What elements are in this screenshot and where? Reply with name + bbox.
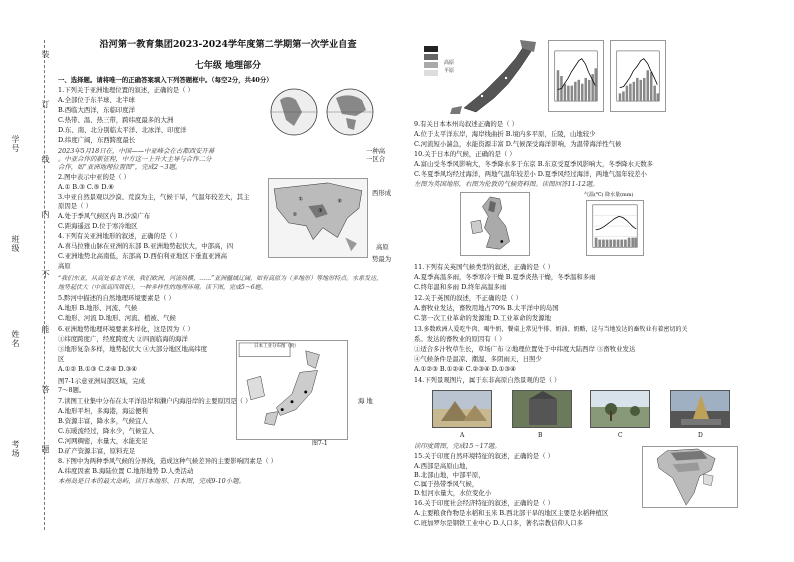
- q12-options-2: C.第一次工业革命的发源地 D.工业革命的发源地: [414, 314, 552, 322]
- india-map: [642, 446, 738, 508]
- photo-a-pyramids: [432, 390, 492, 428]
- q10-options-2: C.冬夏季风均经过海洋，两地气温年较差小 D.夏季风经过海洋，两地气温年较差小: [414, 170, 647, 178]
- question-3: 3.中亚自然景观以沙漠、荒漠为主，气候干旱，气温年较差大，其主: [58, 193, 250, 201]
- question-9: 9.有关日本本州岛叙述正确的是（ ）: [414, 120, 518, 128]
- q6-options-1: ①纬度跨度广，经度跨度大 ②四面临海的海洋: [58, 335, 188, 343]
- exam-title: 沿河第一教育集团2023-2024学年度第二学期第一次学业自查: [99, 39, 357, 50]
- q11-options-1: A.夏季高温多雨，冬季寒冷干燥 B.夏季炎热干燥，冬季温和多雨: [414, 273, 596, 281]
- q15-option-d: D.恒河水量大，水位变化小: [414, 489, 492, 497]
- q4-options-3: 高原: [58, 262, 71, 270]
- q9-options-2: C.河流短小湍急，水能资源丰富 D.气候深受海洋影响，为温带海洋性气候: [414, 140, 622, 148]
- photo-b-temple: [512, 390, 572, 428]
- question-13-cont: 系。发达的畜牧业的原因有（ ）: [414, 335, 506, 343]
- side-label-sea: 海 地: [358, 397, 373, 405]
- q1-option-b: B.西临大西洋，东临印度洋: [58, 106, 136, 114]
- field-class: 班级: [11, 235, 20, 253]
- side-note-2: 一区合: [366, 155, 386, 163]
- question-16: 16.关于印度社会经济特征的叙述，正确的是（ ）: [414, 499, 555, 507]
- q2-options: A.① B.③ C.⑤ D.⑥: [58, 183, 115, 191]
- q12-options-1: A.畜牧业发达，畜牧用地占70% B.太平洋中的岛国: [414, 304, 559, 312]
- margin-char-1: 装: [41, 50, 50, 59]
- q11-intro: 左图为英国地形，右图为伦敦的气候资料图。读图回答11-12题。: [414, 180, 599, 188]
- legend-plateau: 高原: [444, 60, 455, 66]
- question-4: 4.下列有关亚洲地形的叙述，正确的是（ ）: [58, 232, 182, 240]
- q5-intro-b: 地势起伏大（中部高四周低），一种多样性的地理环境。读下图，完成5～6题。: [58, 284, 267, 291]
- question-15: 15.关于印度自然环境特征的叙述，正确的是（ ）: [414, 452, 555, 460]
- q5-intro-a: “我们东亚，从高处看北半球，我们欧洲，河流纵横，……”亚洲疆域辽阔，如有高原为（多地形）等地形特点。水系发达，: [58, 275, 383, 282]
- photo-c-savanna: [590, 390, 650, 428]
- q1-option-c: C.热带、温、热三带，跨纬度最多的大洲: [58, 116, 174, 124]
- q7-option-c: C.东暖流经过，降水少，气候宜人: [58, 427, 155, 435]
- japan-industry-map: [236, 340, 348, 440]
- margin-char-5: 不: [41, 270, 50, 279]
- q7-option-a: A.地形平坦，多海港，海运便利: [58, 407, 148, 415]
- photo-label-b: B: [538, 432, 543, 439]
- margin-char-7: 答: [41, 385, 50, 394]
- uk-terrain-map: [460, 192, 530, 256]
- q3-options-1: A.处于季风气候区内 B.沙漠广布: [58, 212, 151, 220]
- question-1: 1.下列关于亚洲地理位置的叙述，正确的是（ ）: [58, 86, 194, 94]
- svg-text:⑤: ⑤: [292, 212, 298, 219]
- q7-option-b: B.资源丰富，降水多，气候宜人: [58, 417, 148, 425]
- margin-char-8: 题: [41, 445, 50, 454]
- q13-statements-1: ①适合多汁牧草生长，草场广布 ②地理位置处于中纬度大陆西岸 ③畜牧业发达: [414, 345, 636, 353]
- london-chart-axis-title: 气温(℃) 降水量(mm): [584, 192, 634, 198]
- margin-char-4: 内: [41, 210, 50, 219]
- asia-map: [268, 178, 368, 258]
- photo-d-pagoda: [670, 390, 730, 428]
- q7-intro: 图7-1示意亚洲局部区域，完成: [58, 377, 145, 385]
- question-5: 5.黔河中描述的自然地理环境要素是（ ）: [58, 294, 175, 302]
- photo-label-a: A: [460, 432, 465, 439]
- question-14: 14.下列景观图片，属于东非高原自然景观的是（ ）: [414, 376, 561, 384]
- q1-option-a: A.全部位于东半球、北半球: [58, 96, 135, 104]
- legend-plain: 平原: [444, 68, 455, 74]
- svg-text:⑥: ⑥: [337, 198, 342, 205]
- q3-options-2: C.距海遥远 D.位于寒冷地区: [58, 222, 138, 230]
- hemisphere-map: [266, 86, 378, 138]
- question-11: 11.下列有关英国气候类型的叙述，正确的是（ ）: [414, 263, 555, 271]
- photo-label-c: C: [618, 432, 623, 439]
- margin-char-3: 线: [41, 155, 50, 164]
- q11-options-2: C.终年温和多雨 D.终年高温多雨: [414, 283, 507, 291]
- q4-options-1: A.喜马拉雅山脉在亚洲的东部 B.亚洲地势起伏大，中部高，四: [58, 242, 234, 250]
- q7-option-d: D.矿产资源丰富，原料充足: [58, 447, 136, 455]
- question-3-cont: 原因是（ ）: [58, 202, 92, 210]
- field-room: 考场: [11, 440, 20, 458]
- field-name: 姓名: [11, 330, 20, 348]
- q5-options-2: C.地形、河流 D.地形、河流、植被、气候: [58, 314, 176, 322]
- svg-text:③: ③: [318, 208, 323, 215]
- margin-char-2: 订: [41, 100, 50, 109]
- q2-intro-c: 合作，如“亚洲地理位置图”，完成2～3题。: [58, 163, 182, 171]
- exam-subtitle: 七年级 地理部分: [194, 61, 262, 71]
- question-12: 12.关于英国的叙述，不正确的是（ ）: [414, 294, 523, 302]
- side-label-mountain: 高原: [376, 243, 389, 251]
- side-label-1: 西形成: [372, 189, 392, 197]
- q6-options-3: 区: [58, 355, 65, 363]
- q5-options-1: A.地形 B.地形、河流、气候: [58, 304, 138, 312]
- japan-map-title: 日本工业分布图（附）: [254, 344, 299, 349]
- photo-label-d: D: [698, 432, 703, 439]
- question-2: 2.图中表示中亚的是（ ）: [58, 173, 131, 181]
- q9-intro: 本州岛是日本的最大岛屿，读日本地形、日本图，完成9-10小题。: [58, 477, 245, 485]
- svg-text:①: ①: [298, 196, 303, 203]
- q1-option-e: D.纬度广阔，东西跨度最长: [58, 136, 136, 144]
- q9-options-1: A.位于太平洋东岸，海岸线曲折 B.境内多平原，丘陵，山地较少: [414, 130, 596, 138]
- q10-options-1: A.富山受冬季风影响大，冬季降水多于东京 B.东京受夏季风影响大，冬季降水天数多: [414, 160, 654, 168]
- q15-intro: 读印度简图，完成15～17题。: [414, 442, 501, 450]
- q2-intro-a: 2023年5月18日在，中国——中亚峰会在古都西安开幕: [58, 147, 215, 155]
- question-10: 10.关于日本的气候，正确的是（ ）: [414, 150, 516, 158]
- question-13: 13.多数欧洲人爱吃牛肉、喝牛奶，餐桌上常见牛排、奶油、奶酪，这与当地发达的畜牧业有着密切的关: [414, 326, 688, 333]
- binding-line: [44, 40, 45, 530]
- q8-options: A.纬度因素 B.海陆位置 C.地形地势 D.人类活动: [58, 467, 194, 475]
- q16-options-2: C.班加罗尔是钢铁工业中心 D.人口多，著名宗教信仰人口多: [414, 519, 584, 527]
- q1-option-d: D.东、南、北分别临太平洋、北冰洋、印度洋: [58, 126, 187, 134]
- section-heading: 一、选择题。请将唯一的正确答案填入下列答题框中。（每空2分，共40分）: [58, 76, 273, 84]
- climate-chart-tokyo: [610, 40, 666, 112]
- q16-options-1: A.主要粮食作物是水稻和玉米 B.西北部干旱的地区主要是水稻种植区: [414, 509, 609, 517]
- q13-statements-2: ④气候条件是温凉、潮湿、多阴雨天，日照少: [414, 355, 542, 363]
- q15-option-a: A.西部是高原山地，: [414, 462, 472, 470]
- q6-options-2: ③地形复杂多样，地势起伏大 ④大部分地区地高纬度: [58, 345, 208, 353]
- binding-margin: [0, 40, 50, 540]
- field-student-id: 学号: [11, 135, 20, 153]
- climate-chart-toyama: [548, 40, 604, 112]
- question-7: 7.读图工业集中分布在太平洋沿岸和濑户内海沿岸的主要原因是（ ）: [58, 397, 252, 405]
- q13-options: A.①②③ B.①②④ C.②③④ D.①③④: [414, 365, 516, 373]
- side-label-2: 势最为: [372, 255, 392, 263]
- japan-terrain-map: [424, 38, 544, 116]
- q15-option-b: B.北部山地，中部平原，: [414, 471, 485, 479]
- fig-7-1-caption: 图7-1: [312, 440, 328, 447]
- margin-char-6: 能: [41, 325, 50, 334]
- side-note-1: 一种高: [366, 147, 386, 155]
- question-8: 8.下图中为两种季风气候的分界线，造成这种气候差异的主要影响因素是（ ）: [58, 457, 278, 465]
- question-6: 6.亚洲地势地理环境要素多样化，这是因为（ ）: [58, 325, 194, 333]
- q2-intro-b: 。中亚合作的新征程，中方这一上升大主导与合作二分: [58, 155, 212, 163]
- q4-options-2: C.亚洲地势北高南低，东部高 D.西伯利亚地区下垂直亚洲高: [58, 252, 228, 260]
- q15-option-c: C.属于热带季风气候，: [414, 480, 479, 488]
- q6-answer-options: A.①② B.①③ C.②④ D.③④: [58, 365, 137, 373]
- q7-option-c2: C.河网稠密，水量大，水能充足: [58, 437, 148, 445]
- q7-intro-b: 7～8题。: [58, 386, 86, 394]
- climate-chart-london: [586, 200, 644, 256]
